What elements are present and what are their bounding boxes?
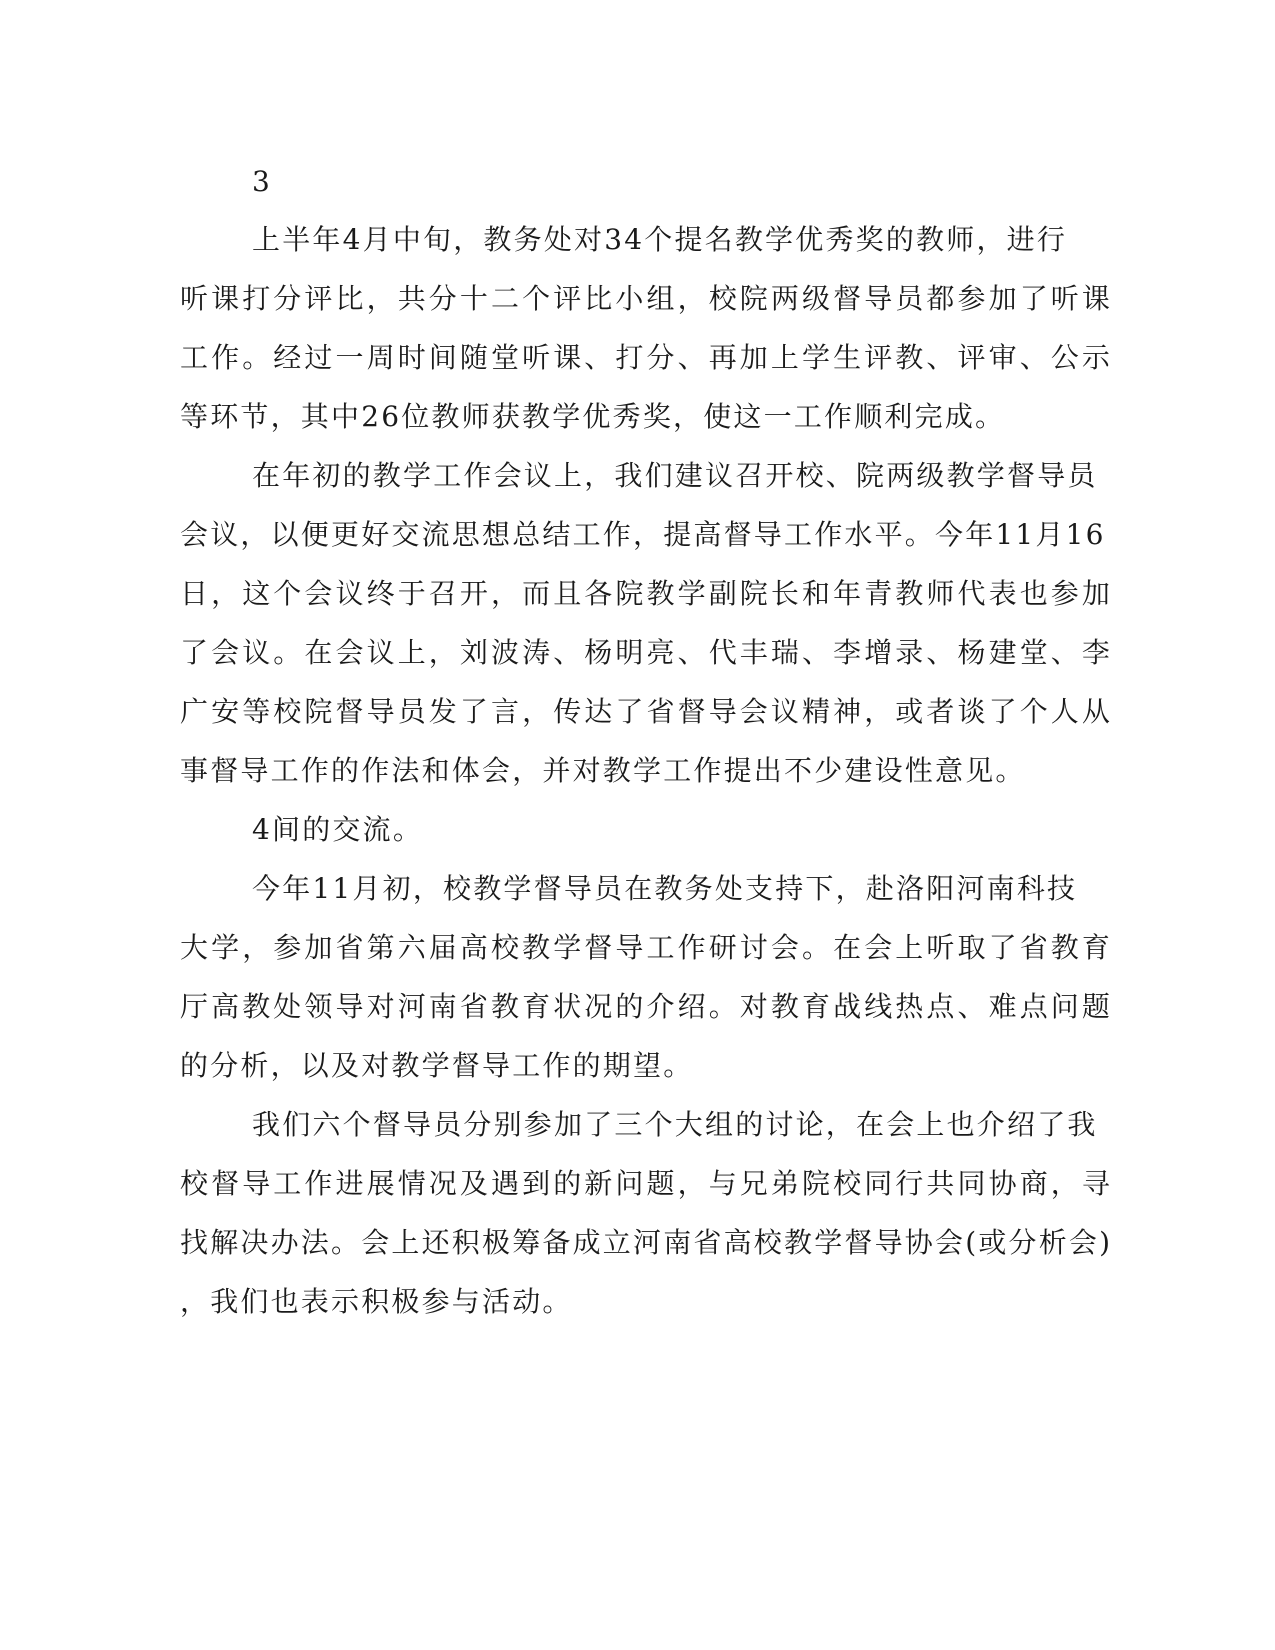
paragraph-line: 上半年4月中旬，教务处对34个提名教学优秀奖的教师，进行	[252, 223, 1068, 256]
paragraph-line: 事督导工作的作法和体会，并对教学工作提出不少建设性意见。	[180, 754, 1026, 787]
paragraph-line: 工作。经过一周时间随堂听课、打分、再加上学生评教、评审、公示	[180, 341, 1114, 374]
paragraph-line: 今年11月初，校教学督导员在教务处支持下，赴洛阳河南科技	[252, 872, 1078, 905]
paragraph-line: ，我们也表示积极参与活动。	[180, 1285, 573, 1318]
section-number: 3	[252, 165, 273, 198]
paragraph-line: 找解决办法。会上还积极筹备成立河南省高校教学督导协会(或分析会)	[180, 1226, 1113, 1259]
paragraph-line: 广安等校院督导员发了言，传达了省督导会议精神，或者谈了个人从	[180, 695, 1114, 728]
paragraph-line: 了会议。在会议上，刘波涛、杨明亮、代丰瑞、李增录、杨建堂、李	[180, 636, 1114, 669]
paragraph-line: 在年初的教学工作会议上，我们建议召开校、院两级教学督导员	[252, 459, 1098, 492]
paragraph-line: 听课打分评比，共分十二个评比小组，校院两级督导员都参加了听课	[180, 282, 1114, 315]
paragraph-line: 大学，参加省第六届高校教学督导工作研讨会。在会上听取了省教育	[180, 931, 1114, 964]
paragraph-line: 等环节，其中26位教师获教学优秀奖，使这一工作顺利完成。	[180, 400, 1006, 433]
paragraph-line: 我们六个督导员分别参加了三个大组的讨论，在会上也介绍了我	[252, 1108, 1098, 1141]
paragraph-line: 日，这个会议终于召开，而且各院教学副院长和年青教师代表也参加	[180, 577, 1114, 610]
paragraph-line: 厅高教处领导对河南省教育状况的介绍。对教育战线热点、难点问题	[180, 990, 1114, 1023]
paragraph-line: 的分析，以及对教学督导工作的期望。	[180, 1049, 694, 1082]
paragraph-line: 校督导工作进展情况及遇到的新问题，与兄弟院校同行共同协商，寻	[180, 1167, 1114, 1200]
paragraph-line: 会议，以便更好交流思想总结工作，提高督导工作水平。今年11月16	[180, 518, 1106, 551]
paragraph-line: 4间的交流。	[252, 813, 424, 846]
